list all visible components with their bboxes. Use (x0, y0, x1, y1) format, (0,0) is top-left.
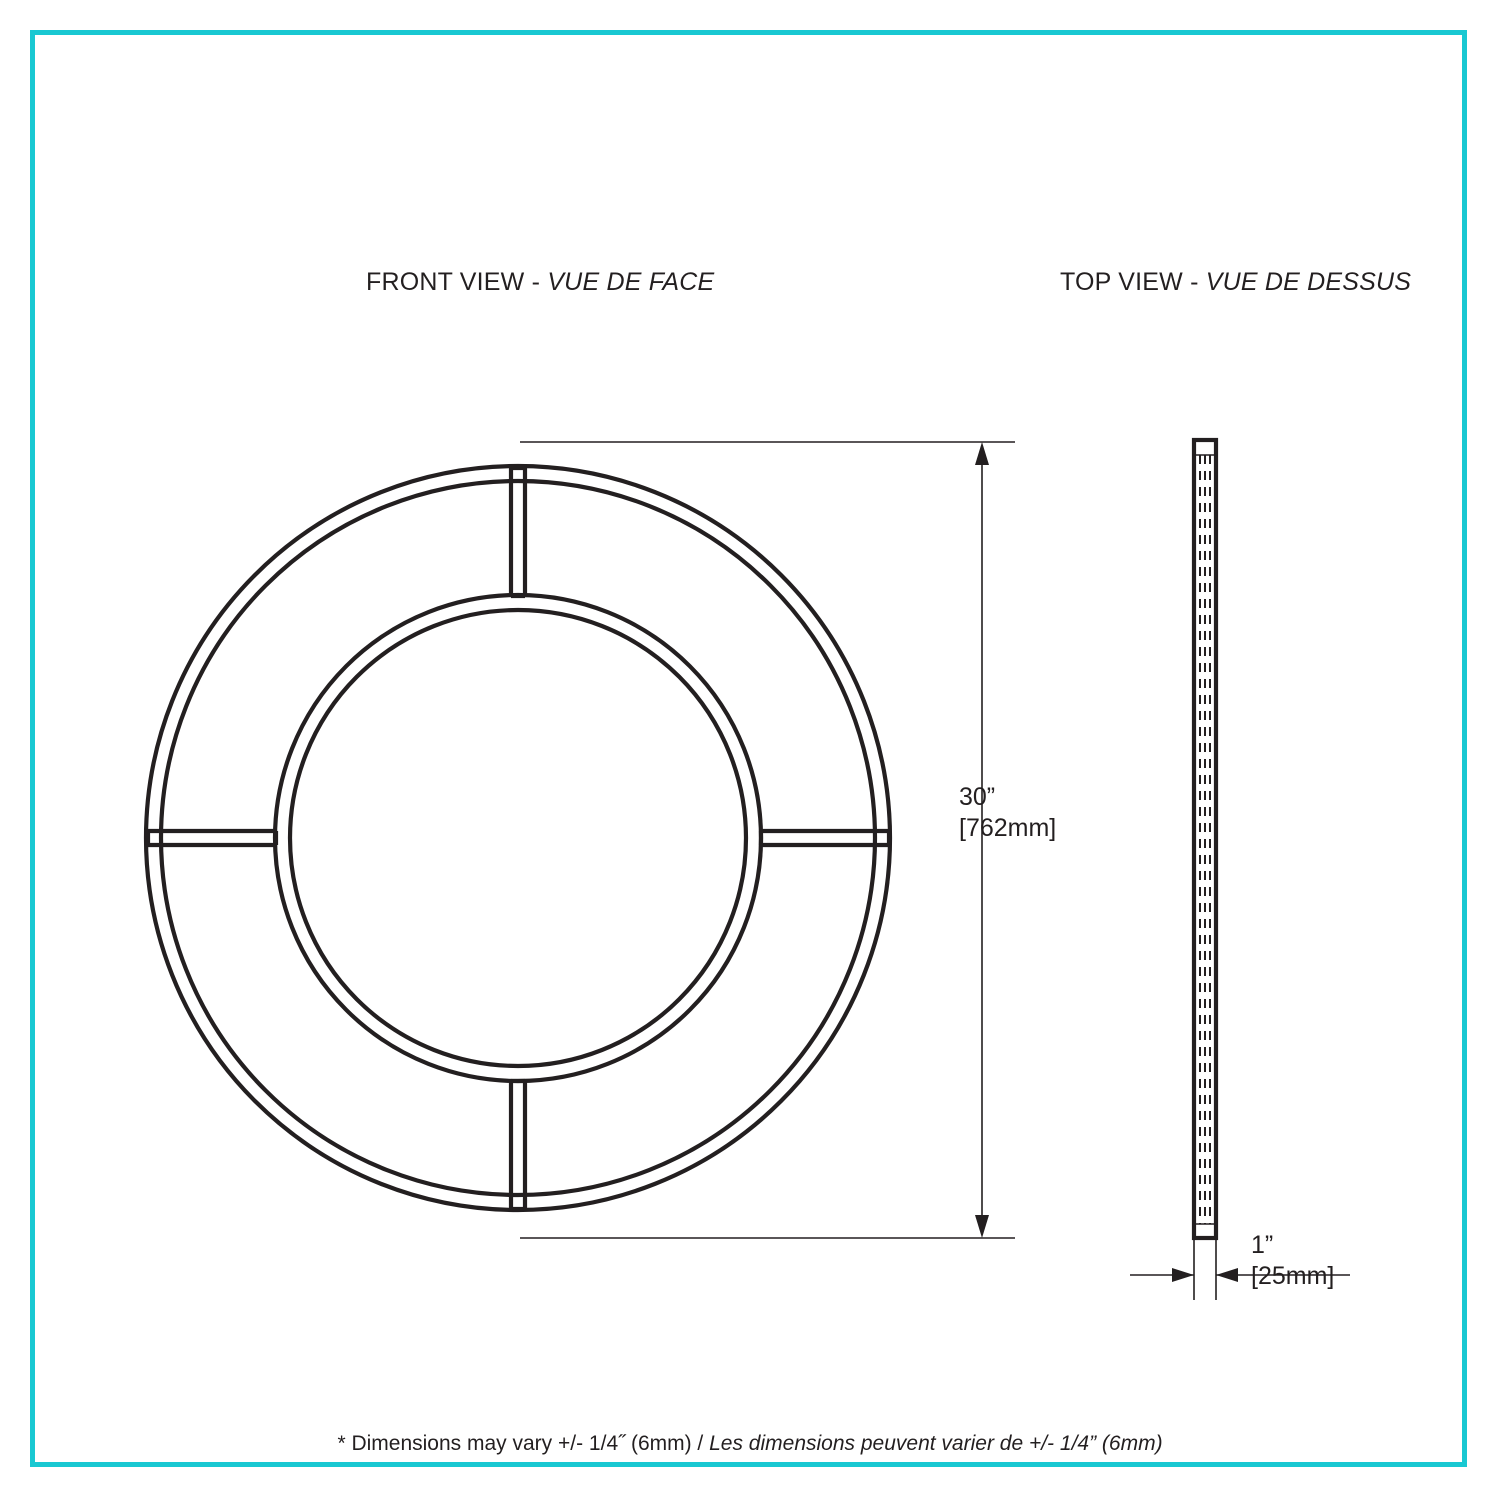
front-view-title-fr: VUE DE FACE (547, 268, 715, 296)
thickness-imperial-value: 1” (1251, 1231, 1274, 1259)
inner-circle-inner-outline (290, 610, 746, 1066)
height-dimension-label (959, 782, 1056, 843)
arrowhead-down (975, 1215, 989, 1238)
spoke-right (761, 831, 889, 845)
inner-circle-outline (275, 595, 761, 1081)
front-view-title-en: FRONT VIEW - (366, 268, 548, 296)
spoke-bottom (511, 1081, 525, 1209)
outer-circle-inner-outline (161, 481, 875, 1195)
thickness-metric-value: [25mm] (1251, 1261, 1335, 1290)
front-view-title (366, 268, 714, 297)
spoke-left (148, 831, 276, 845)
footnote-fr: Les dimensions peuvent varier de +/- 1/4” (6mm) (709, 1432, 1163, 1455)
spoke-top (511, 468, 525, 596)
height-imperial-value: 30” (959, 783, 996, 811)
arrowhead-right (1216, 1268, 1238, 1282)
top-view-title-en: TOP VIEW - (1060, 268, 1206, 296)
top-view-title-fr: VUE DE DESSUS (1205, 268, 1412, 296)
top-view-title (1060, 268, 1411, 297)
height-metric-value: [762mm] (959, 813, 1057, 842)
arrowhead-up (975, 442, 989, 465)
footnote-en: * Dimensions may vary +/- 1/4˝ (6mm) / (337, 1432, 710, 1455)
thickness-dimension-label (1251, 1230, 1334, 1291)
outer-circle-outline (146, 466, 890, 1210)
arrowhead-left (1172, 1268, 1194, 1282)
footnote (0, 1432, 1500, 1456)
top-view-hidden-lines (1200, 455, 1210, 1224)
